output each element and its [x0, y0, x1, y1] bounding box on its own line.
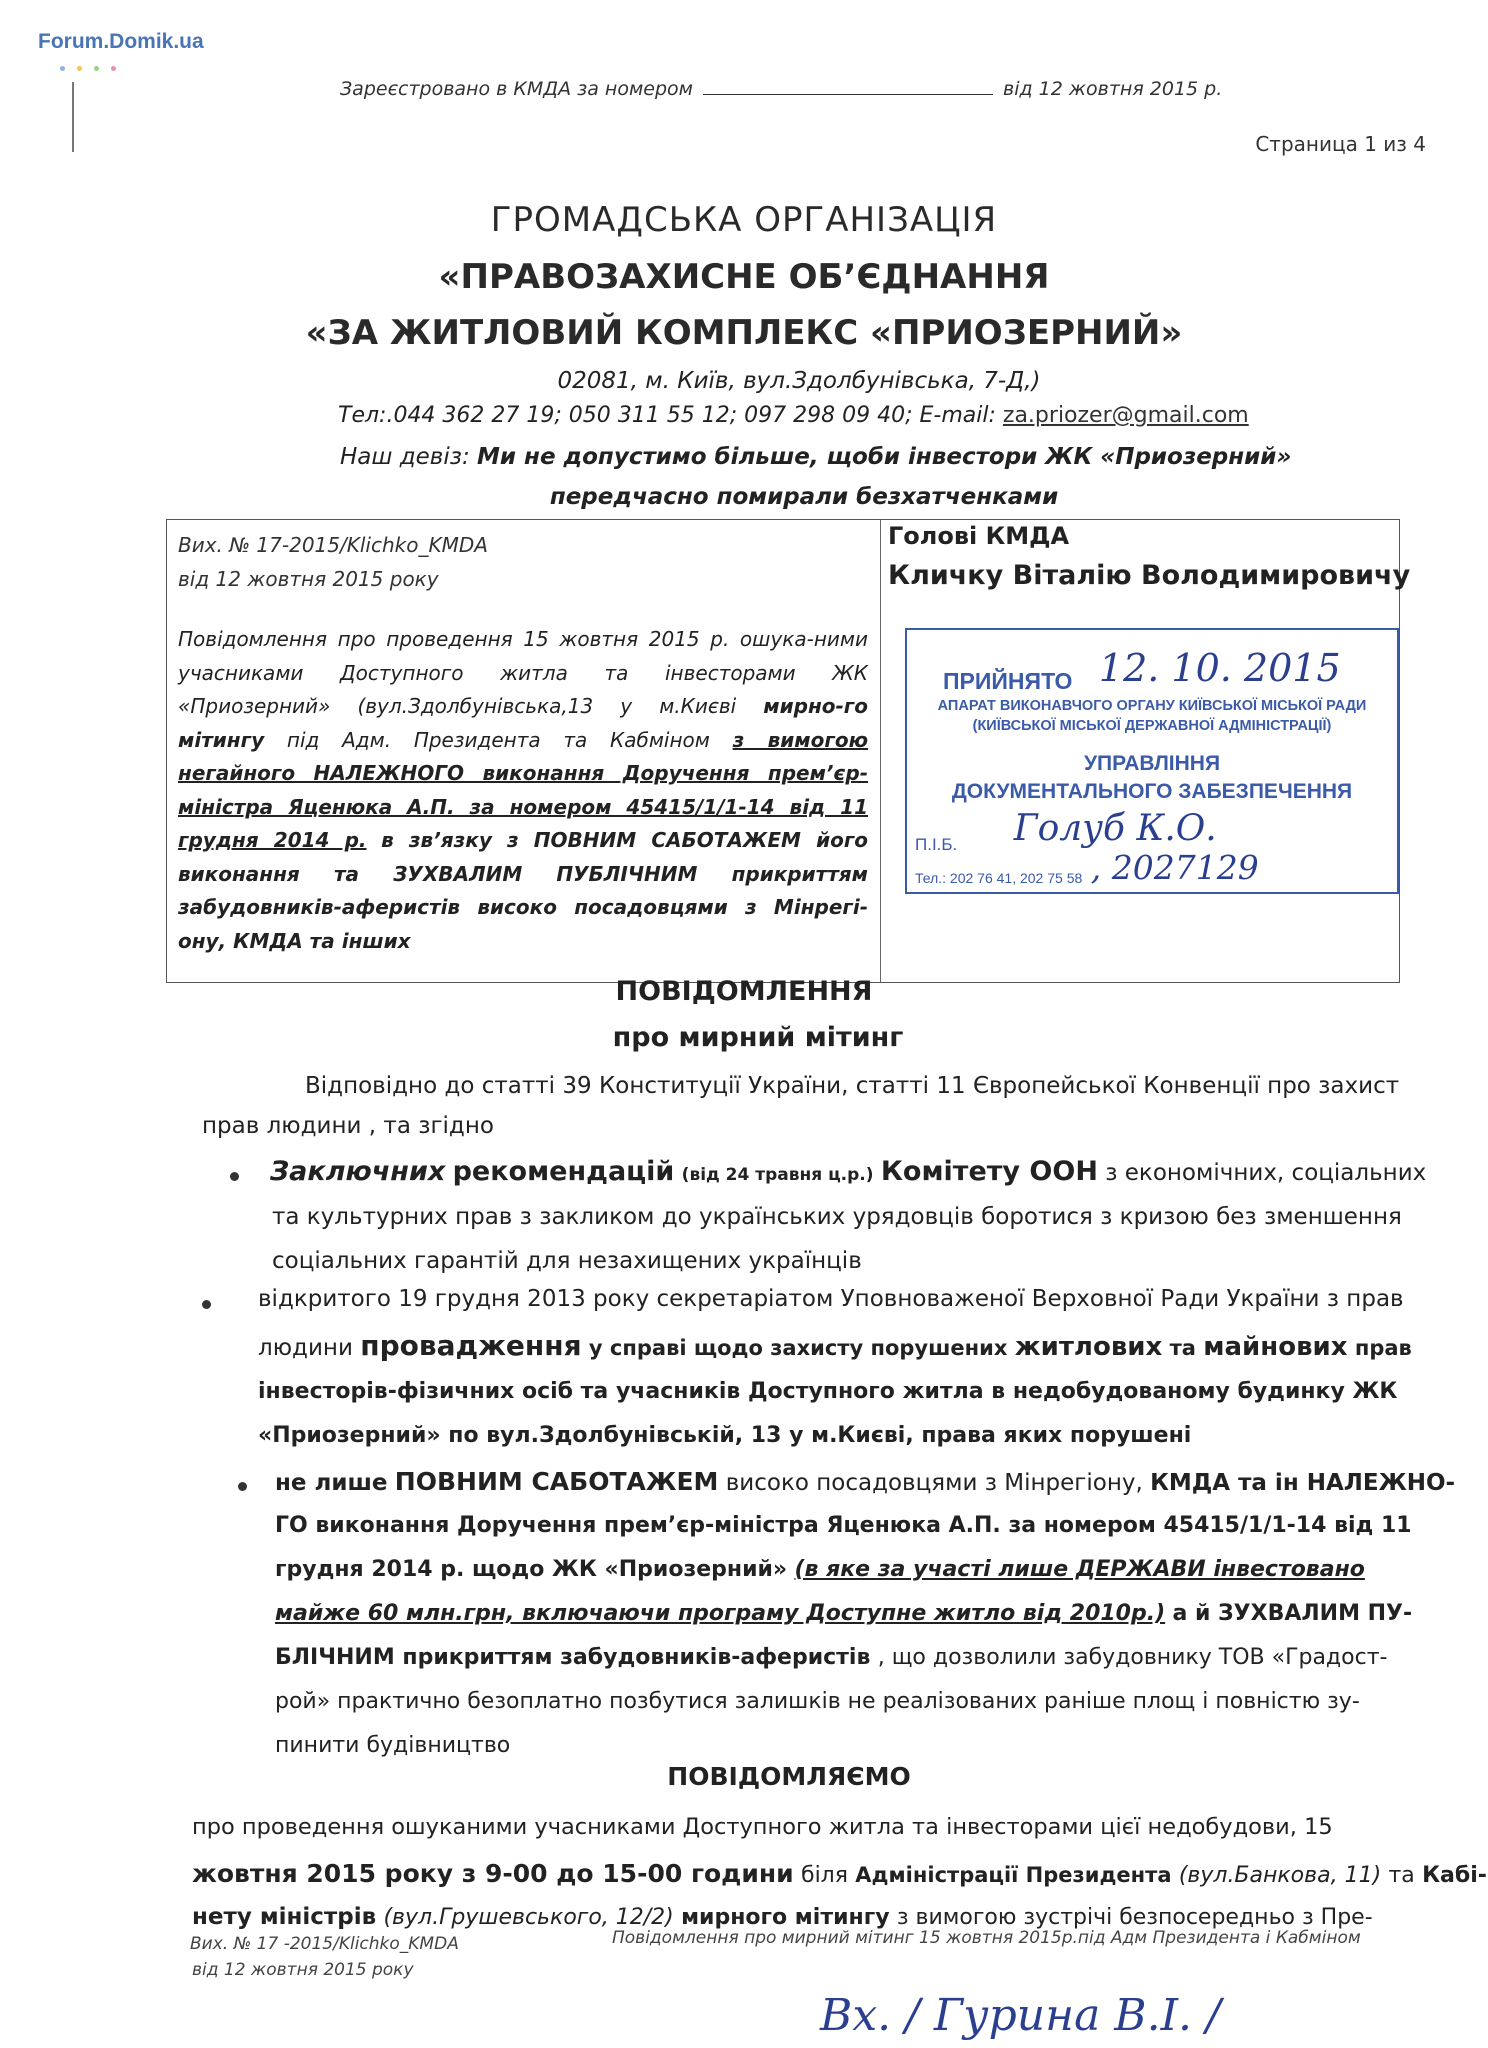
- stamp-pib-label: П.І.Б.: [915, 835, 958, 854]
- stamp-accepted: ПРИЙНЯТО: [943, 668, 1073, 694]
- bullet3-line6: рой» практично безоплатно позбутися залишків не реалізованих раніше площ і повністю зу-: [275, 1689, 1360, 1714]
- a-l2b: біля: [801, 1863, 848, 1888]
- dot: [94, 66, 99, 71]
- bullet3-line5: [275, 1636, 1387, 1679]
- outgoing-date: від 12 жовтня 2015 року: [178, 567, 439, 591]
- stamp-phones: Тел.: 202 76 41, 202 75 58: [915, 870, 1083, 886]
- b2-l2f: майнових: [1203, 1332, 1348, 1362]
- bullet3-line4: [275, 1592, 1412, 1635]
- registration-text: Зареєстровано в КМДА за номером: [340, 78, 694, 100]
- b3-l3b: (в яке за участі лише ДЕРЖАВИ інвестовано: [794, 1557, 1365, 1582]
- watermark-dots: [60, 56, 128, 75]
- bullet2-line4: «Приозерний» по вул.Здолбунівській, 13 у м.Києві, права яких порушені: [258, 1423, 1192, 1448]
- addressee-name: Кличку Віталію Володимировичу: [888, 560, 1411, 591]
- b3-l5b: , що дозволили забудовнику ТОВ «Градост-: [877, 1645, 1388, 1670]
- a-l2d: (вул.Банкова, 11): [1178, 1863, 1382, 1888]
- dot: [111, 66, 116, 71]
- b3-l1d: КМДА та ін НАЛЕЖНО-: [1150, 1470, 1456, 1496]
- bullet-marker: [202, 1300, 211, 1309]
- a-l3d: з вимогою зустрічі безпосередньо з Пре-: [896, 1905, 1373, 1930]
- doc-summary: [178, 623, 868, 958]
- b2-l2a: людини: [258, 1335, 353, 1361]
- motto-text: Ми не допустимо більше, щоби інвестори ЖК «Приозерний»: [477, 444, 1292, 470]
- bullet3-line3: [275, 1548, 1365, 1591]
- outgoing-number: Вих. № 17-2015/Klichko_KMDA: [178, 533, 488, 557]
- a-l3c: мирного мітингу: [681, 1905, 890, 1930]
- b1-a: Заключних: [270, 1156, 446, 1187]
- summary-part2: мирно-го мітингу: [178, 694, 868, 752]
- notice-title: ПОВІДОМЛЕННЯ: [615, 976, 873, 1007]
- stamp-accepted-date: 12. 10. 2015: [1098, 646, 1341, 690]
- margin-mark: [72, 82, 74, 152]
- stamp-org1: АПАРАТ ВИКОНАВЧОГО ОРГАНУ КИЇВСЬКОЇ МІСЬКОЇ РАДИ: [937, 698, 1367, 714]
- stamp-accepted-row: [907, 646, 1397, 698]
- bullet1-line2: та культурних прав з закликом до українських урядовців боротися з кризою без зменшення: [272, 1204, 1402, 1230]
- b2-l2b: провадження: [360, 1329, 582, 1362]
- b1-c: (від 24 травня ц.р.): [681, 1165, 874, 1185]
- announce-line1: про проведення ошуканими учасниками Доступного житла та інвесторами цієї недобудови, 15: [192, 1814, 1333, 1840]
- a-l2a: жовтня 2015 року з 9-00 до 15-00 години: [192, 1859, 794, 1888]
- b1-e: з економічних, соціальних: [1105, 1160, 1427, 1186]
- b2-l2g: прав: [1354, 1336, 1412, 1360]
- stamp-phone-row: [907, 848, 1397, 891]
- stamp-org2: (КИЇВСЬКОЇ МІСЬКОЇ ДЕРЖАВНОЇ АДМІНІСТРАЦІЇ): [972, 718, 1332, 734]
- bullet3-line7: пинити будівництво: [275, 1733, 511, 1758]
- summary-part5: в зв’язку з ПОВНИМ САБОТАЖЕМ його виконання та ЗУХВАЛИМ ПУБЛІЧНИМ прикриттям забудовників-аферистів високо посадовцями з Мінрегі-ону, КМДА та інших: [178, 828, 869, 953]
- addressee-title: Голові КМДА: [888, 522, 1070, 550]
- bullet2-line1: відкритого 19 грудня 2013 року секретаріатом Уповноваженої Верховної Ради України з прав: [258, 1286, 1404, 1312]
- org-address: 02081, м. Київ, вул.Здолбунівська, 7-Д,): [557, 368, 1041, 394]
- dot: [77, 66, 82, 71]
- motto-line2: передчасно помирали безхатченками: [549, 484, 1059, 510]
- bullet1-line1: [270, 1150, 1426, 1197]
- b2-l2c: у справі щодо захисту порушених: [588, 1336, 1008, 1360]
- bullet3-line1: [275, 1460, 1455, 1505]
- stamp-dept2: ДОКУМЕНТАЛЬНОГО ЗАБЕЗПЕЧЕННЯ: [951, 780, 1353, 803]
- a-l2c: Адміністрації Президента: [855, 1863, 1172, 1887]
- announce-title: ПОВІДОМЛЯЄМО: [667, 1762, 911, 1791]
- box-divider: [880, 520, 881, 982]
- outgoing-number-block: [178, 528, 488, 596]
- bullet-marker: [230, 1172, 239, 1181]
- registration-date: від 12 жовтня 2015 р.: [1003, 78, 1223, 100]
- a-l2e: та: [1388, 1863, 1415, 1888]
- stamp-dept1: УПРАВЛІННЯ: [1083, 752, 1221, 775]
- summary-part4: з вимогою негайного НАЛЕЖНОГО виконання Доручення прем’єр-міністра Яценюка А.П. за номером 45415/1/1-14 від 11 грудня 2014 р.: [178, 727, 869, 852]
- registration-line: [340, 78, 1222, 100]
- received-stamp: [905, 628, 1399, 894]
- watermark-logo: Forum.Domik.ua: [38, 30, 204, 53]
- stamp-phone-handwritten: , 2027129: [1090, 848, 1259, 887]
- summary-part3: під Адм. Президента та Кабміном: [286, 727, 710, 752]
- b3-l3a: грудня 2014 р. щодо ЖК «Приозерний»: [275, 1557, 788, 1582]
- b3-l5a: БЛІЧНИМ прикриттям забудовників-аферистів: [275, 1645, 871, 1670]
- a-l3b: (вул.Грушевського, 12/2): [383, 1905, 674, 1930]
- b3-l1a: не лише: [275, 1470, 388, 1496]
- intro-line1: Відповідно до статті 39 Конституції України, статті 11 Європейської Конвенції про захист: [305, 1073, 1400, 1099]
- bullet2-line3: інвесторів-фізичних осіб та учасників Доступного житла в недобудованому будинку ЖК: [258, 1379, 1398, 1404]
- b3-l1c: високо посадовцями з Мінрегіону,: [725, 1470, 1143, 1496]
- a-l2f: Кабі-: [1422, 1863, 1487, 1888]
- handwritten-signature: Вх. / Гурина В.І. /: [820, 1990, 1221, 2041]
- footer-out-number: Вих. № 17 -2015/Klichko_KMDA: [190, 1934, 459, 1954]
- motto-label: Наш девіз:: [340, 444, 470, 470]
- b2-l2e: та: [1169, 1336, 1196, 1360]
- bullet2-line2: [258, 1324, 1412, 1370]
- announce-line2: [192, 1852, 1487, 1897]
- bullet-marker: [238, 1482, 247, 1491]
- page-number: Страница 1 из 4: [1255, 132, 1426, 156]
- org-title-line1: ГРОМАДСЬКА ОРГАНІЗАЦІЯ: [490, 200, 998, 240]
- summary-part1: Повідомлення про проведення 15 жовтня 2015 р. ошука-ними учасниками Доступного житла та інвесторами ЖК «Приозерний» (вул.Здолбунівська,13 у м.Києві: [178, 627, 868, 718]
- org-title-line2: «ПРАВОЗАХИСНЕ ОБ’ЄДНАННЯ: [438, 257, 1050, 297]
- a-l3a: нету міністрів: [192, 1904, 377, 1930]
- bullet3-line2: ГО виконання Доручення прем’єр-міністра Яценюка А.П. за номером 45415/1/1-14 від 11: [275, 1513, 1412, 1538]
- bullet1-line3: соціальних гарантій для незахищених українців: [272, 1248, 862, 1274]
- b3-l1b: ПОВНИМ САБОТАЖЕМ: [394, 1467, 719, 1496]
- motto-line1: [340, 444, 1291, 470]
- org-phones: Тел:.044 362 27 19; 050 311 55 12; 097 298 09 40; E-mail:: [338, 403, 996, 428]
- b1-d: Комітету ООН: [880, 1156, 1098, 1187]
- stamp-pib-handwritten: Голуб К.О.: [1013, 808, 1217, 849]
- intro-line2: прав людини , та згідно: [202, 1113, 494, 1139]
- footer-out-date: від 12 жовтня 2015 року: [192, 1960, 414, 1980]
- footer-caption: Повідомлення про мирний мітинг 15 жовтня 2015р.під Адм Президента і Кабміном: [612, 1928, 1361, 1948]
- registration-blank: [703, 80, 993, 95]
- notice-subtitle: про мирний мітинг: [612, 1022, 904, 1053]
- b3-l4a: майже 60 млн.грн, включаючи програму Доступне житло від 2010р.): [275, 1601, 1166, 1626]
- org-email[interactable]: za.priozer@gmail.com: [1002, 403, 1249, 428]
- b2-l2d: житлових: [1014, 1332, 1163, 1362]
- b1-b: рекомендацій: [452, 1156, 675, 1187]
- b3-l4b: а й ЗУХВАЛИМ ПУ-: [1172, 1601, 1413, 1626]
- dot: [60, 66, 65, 71]
- org-contacts: [338, 403, 1249, 428]
- org-title-line3: «ЗА ЖИТЛОВИЙ КОМПЛЕКС «ПРИОЗЕРНИЙ»: [305, 313, 1183, 353]
